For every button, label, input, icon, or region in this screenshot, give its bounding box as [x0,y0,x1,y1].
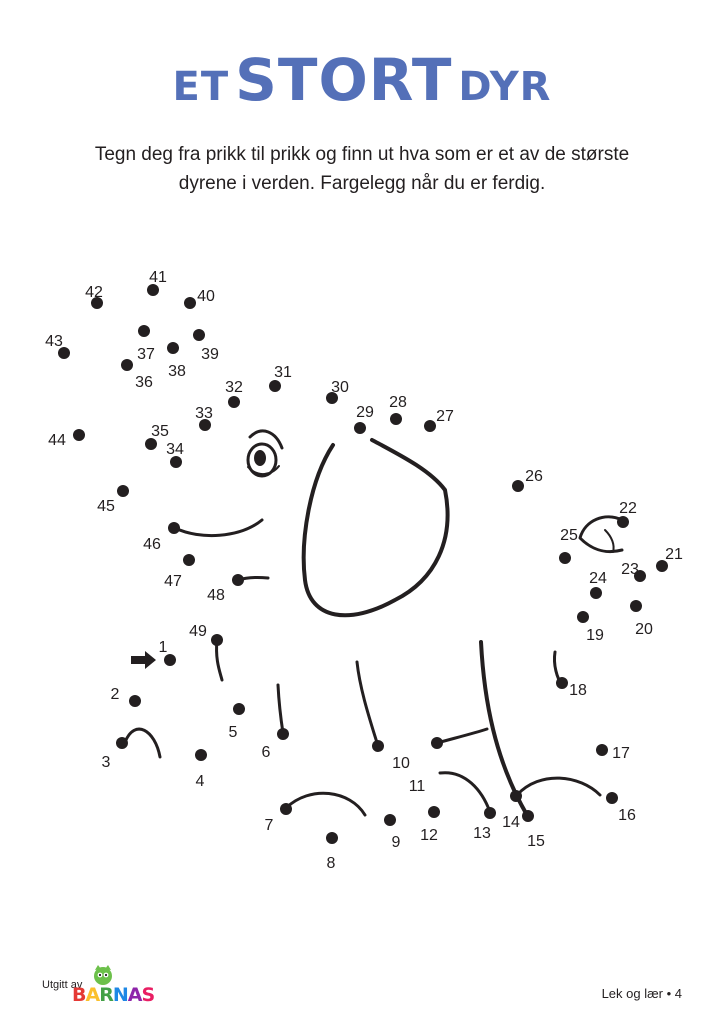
dot-label-42: 42 [85,284,103,302]
publisher-label: Utgitt av [42,979,83,991]
brand-name [72,984,154,1006]
dot-32 [228,396,240,408]
dot-label-16: 16 [618,807,636,825]
dot-label-2: 2 [110,686,120,704]
dot-8 [326,832,338,844]
dot-14 [510,790,522,802]
dot-label-36: 36 [135,374,153,392]
dot-20 [630,600,642,612]
dot-label-47: 47 [164,573,182,591]
dot-label-23: 23 [621,561,639,579]
dot-label-46: 46 [143,536,161,554]
title-word-2: STORT [235,46,453,114]
dot-17 [596,744,608,756]
dot-15 [522,810,534,822]
instructions-line-2: dyrene i verden. Fargelegg når du er ferdig. [178,173,546,194]
dot-label-39: 39 [201,346,219,364]
dot-label-27: 27 [436,408,454,426]
dot-11 [431,737,443,749]
foot-arc-1 [286,793,365,815]
tail-tuft-detail [605,530,614,552]
dot-label-20: 20 [635,621,653,639]
dot-49 [211,634,223,646]
dot-4 [195,749,207,761]
front-leg-line [278,685,283,733]
eye-pupil [254,450,266,466]
title-word-1: ET [172,64,230,110]
dot-label-21: 21 [665,546,683,564]
dot-label-43: 43 [45,333,63,351]
dot-label-44: 44 [48,432,66,450]
dot-label-35: 35 [151,423,169,441]
page-footer-label: Lek og lær • 4 [601,986,682,1001]
dot-label-6: 6 [261,744,271,762]
trunk-curve [175,520,262,536]
knee-line [125,729,160,757]
brand-letter: A [127,984,142,1006]
dot-46 [168,522,180,534]
dot-label-9: 9 [391,834,401,852]
dot-label-12: 12 [420,827,438,845]
dot-label-3: 3 [101,754,111,772]
dot-label-15: 15 [527,833,545,851]
dot-31 [269,380,281,392]
dot-25 [559,552,571,564]
dot-28 [390,413,402,425]
dot-38 [167,342,179,354]
dot-label-38: 38 [168,363,186,381]
brand-letter: B [72,984,86,1006]
title-word-3: DYR [458,64,552,110]
dot-label-29: 29 [356,404,374,422]
foot-arc-2 [440,773,490,812]
dot-label-41: 41 [149,269,167,287]
dot-label-25: 25 [560,527,578,545]
dot-47 [183,554,195,566]
brand-letter: R [99,984,113,1006]
dot-40 [184,297,196,309]
dot-label-7: 7 [264,817,274,835]
dot-37 [138,325,150,337]
dot-24 [590,587,602,599]
dot-9 [384,814,396,826]
dot-36 [121,359,133,371]
belly-line-1 [357,662,378,746]
dot-label-10: 10 [392,755,410,773]
mascot-icon [92,964,114,986]
dot-label-40: 40 [197,288,215,306]
dot-label-19: 19 [586,627,604,645]
arrow-right-icon [131,651,156,669]
dot-2 [129,695,141,707]
dot-10 [372,740,384,752]
dot-5 [233,703,245,715]
dot-label-22: 22 [619,500,637,518]
dot-label-1: 1 [158,639,168,657]
tusk-line [217,640,222,680]
dot-label-18: 18 [569,682,587,700]
belly-line-2 [437,729,487,743]
dot-18 [556,677,568,689]
dot-label-5: 5 [228,724,238,742]
dot-label-17: 17 [612,745,630,763]
dot-label-48: 48 [207,587,225,605]
dot-label-33: 33 [195,405,213,423]
tail-tuft [580,517,622,552]
dot-label-11: 11 [408,778,426,796]
dot-label-28: 28 [389,394,407,412]
dot-label-8: 8 [326,855,336,873]
dot-7 [280,803,292,815]
dot-27 [424,420,436,432]
dot-label-45: 45 [97,498,115,516]
dot-label-31: 31 [274,364,292,382]
dot-19 [577,611,589,623]
dot-label-24: 24 [589,570,607,588]
ear-outline [304,440,448,615]
dot-label-32: 32 [225,379,243,397]
dot-26 [512,480,524,492]
dot-label-14: 14 [502,814,520,832]
dot-44 [73,429,85,441]
dot-6 [277,728,289,740]
dot-label-37: 37 [137,346,155,364]
dot-label-49: 49 [189,623,207,641]
dot-48 [232,574,244,586]
instructions-line-1: Tegn deg fra prikk til prikk og finn ut hva som er et av de største [94,144,630,165]
dot-22 [617,516,629,528]
brand-letter: N [112,984,128,1006]
dot-label-26: 26 [525,468,543,486]
dot-layer [45,269,683,872]
foot-arc-3 [517,778,600,795]
dot-16 [606,792,618,804]
dot-13 [484,807,496,819]
dot-label-30: 30 [331,379,349,397]
brand-letter: S [141,984,155,1006]
dot-label-34: 34 [166,441,184,459]
dot-3 [116,737,128,749]
brand-letter: A [85,984,100,1006]
dot-label-4: 4 [195,773,205,791]
dot-39 [193,329,205,341]
dot-45 [117,485,129,497]
dot-29 [354,422,366,434]
dot-12 [428,806,440,818]
dot-label-13: 13 [473,825,491,843]
